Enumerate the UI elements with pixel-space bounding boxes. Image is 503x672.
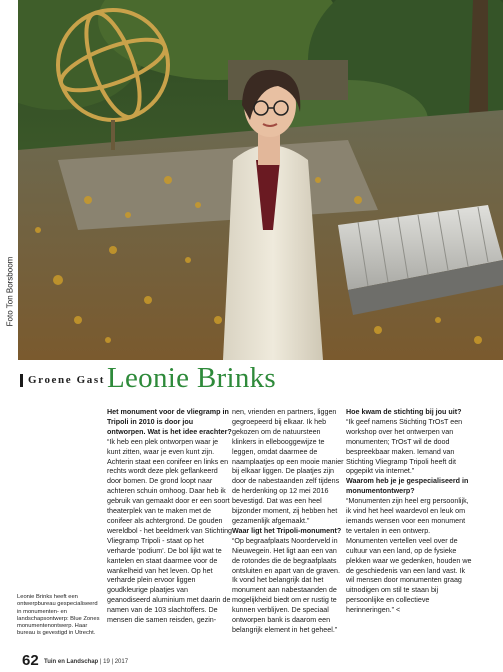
interview-answer: “Op begraafplaats Noorderveld in Nieuwegein. Het ligt aan een van de rotondes die de begraafplaats ontsluiten en apart van de graven. Ik vond het belangrijk dat het monument aan nabestaanden de mogelijkheid biedt om er rustig te kunnen verblijven. De speciaal ontworpen bank is daarom een belangrijk element in het geheel.”: [232, 536, 340, 634]
interview-question: Waarom heb je je gespecialiseerd in monumentontwerp?: [346, 477, 469, 496]
interview-answer: nen, vrienden en partners, liggen gegroepeerd bij elkaar. Ik heb gekozen om de natuursteen klinkers in ellebooggewijze te leggen, omdat daarmee de naamplaatjes op een mooie manier bij elkaar liggen. De plaatjes zijn door de nabestaanden zelf tijdens de herdenking op 12 mei 2016 bevestigd. Dat was een heel bijzonder moment, zij hebben het gezamenlijk afgemaakt.”: [232, 408, 344, 525]
section-label: Groene Gast: [28, 374, 105, 386]
page-footer: [44, 659, 128, 665]
page-number: 62: [22, 652, 39, 669]
photo-credit: [5, 232, 15, 362]
interview-question: Hoe kwam de stichting bij jou uit?: [346, 408, 462, 416]
photo-illustration: [18, 0, 503, 360]
photo-caption: Leonie Brinks heeft een ontwerpbureau gespecialiseerd in monumenten- en landschapsontwerp: Blue Zones monumentenontwerp. Haar bureau is gevestigd in Utrecht.: [17, 594, 100, 637]
interview-question: Het monument voor de vliegramp in Tripoli in 2010 is door jou ontworpen. Wat is het idee erachter?: [107, 408, 232, 436]
photo-credit-text: Foto Ton Borsboom: [5, 256, 15, 327]
interview-answer: “Ik geef namens Stichting TrOsT een workshop over het ontwerpen van monumenten; TrOsT wil de dood bespreekbaar maken. Iemand van Stichting Vliegramp Tripoli heeft dit opgepikt via internet.”: [346, 417, 463, 476]
article-column-1: [107, 408, 233, 626]
article-column-2: [232, 408, 346, 636]
article-column-3: [346, 408, 473, 616]
footer-issue: | 19 | 2017: [99, 659, 129, 665]
section-marker: [20, 374, 23, 387]
footer-magazine: Tuin en Landschap: [44, 659, 99, 665]
interview-answer: “Monumenten zijn heel erg persoonlijk, ik vind het heel waardevol en leuk om iemands wensen voor een monument te vertalen in een ontwerp. Monumenten vertellen veel over de cultuur van een land, op de fysieke plekken waar we gedenken, houden we de geschiedenis van een land vast. Ik wil mensen door monumenten graag uitnodigen om stil te staan bij persoonlijke en collectieve herinneringen.” <: [346, 497, 472, 615]
interview-answer: “Ik heb een plek ontworpen waar je kunt zitten, waar je even kunt zijn. Achterin staat een conifeer en links en rechts wordt deze plek geflankeerd door bomen. De grond loopt naar achteren schuin omhoog. Daar heb ik gebruik van gemaakt door er een soort theaterplek van te maken met de conifeer als achtergrond. De gouden wereldbol - het beeldmerk van Stichting Vliegramp Tripoli - staat op het verharde ‘podium’. De bol lijkt wat te kantelen en staat daarmee voor de wankelheid van het leven. Op het verharde plein ervoor liggen goudkleurige plaatjes van geanodiseerd aluminium met daarin de namen van de 103 slachtoffers. De mensen die samen reisden, gezin-: [107, 437, 233, 625]
portrait-photo: [18, 0, 503, 360]
interview-question: Waar ligt het Tripoli-monument?: [232, 526, 342, 535]
article-headline: Leonie Brinks: [107, 362, 277, 394]
